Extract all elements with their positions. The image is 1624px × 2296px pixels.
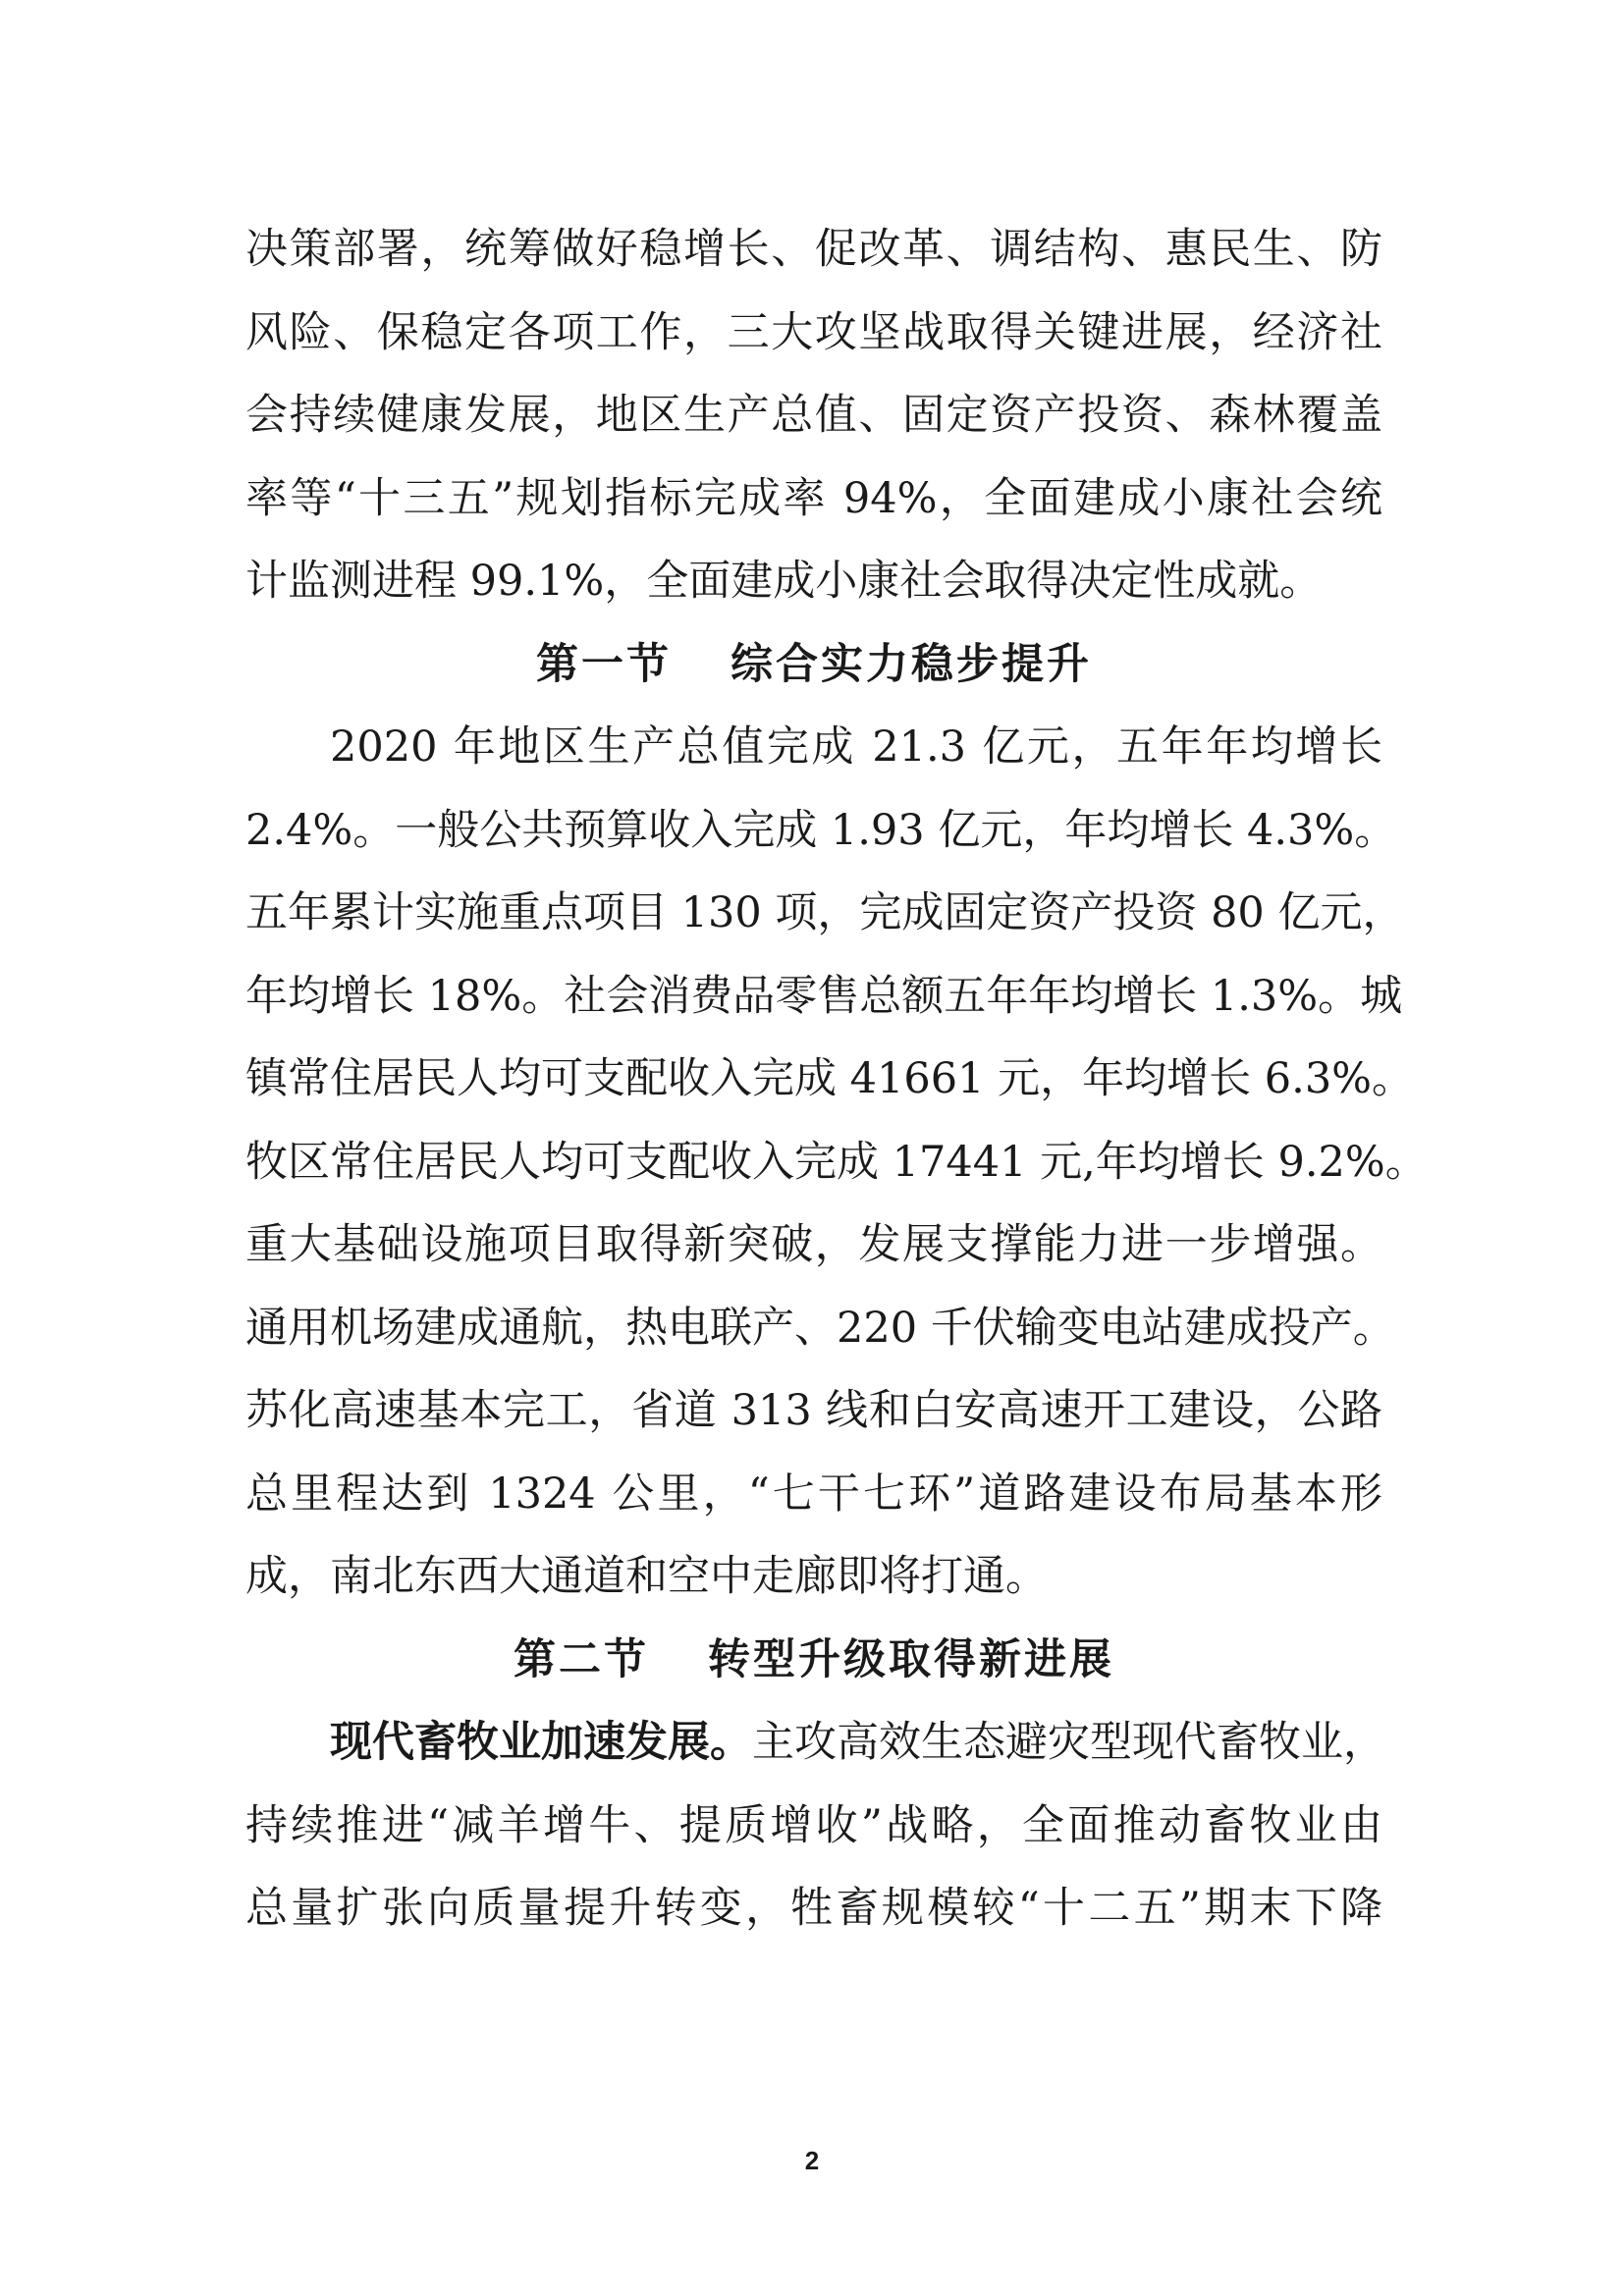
text-line: 通用机场建成通航，热电联产、220 千伏输变电站建成投产。 xyxy=(245,1303,1395,1353)
text-line: 苏化高速基本完工，省道 313 线和白安高速开工建设，公路 xyxy=(245,1386,1382,1435)
section-2-paragraph xyxy=(245,1701,1385,1950)
section-1-heading xyxy=(245,623,1382,707)
section-2-label: 第二节 xyxy=(514,1634,649,1684)
section-1-label: 第一节 xyxy=(536,639,672,689)
text-line: 镇常住居民人均可支配收入完成 41661 元，年均增长 6.3%。 xyxy=(245,1054,1415,1103)
text-line: 2.4%。一般公共预算收入完成 1.93 亿元，年均增长 4.3%。 xyxy=(245,805,1397,855)
text-line: 重大基础设施项目取得新突破，发展支撑能力进一步增强。 xyxy=(245,1220,1382,1269)
section-1-title: 综合实力稳步提升 xyxy=(731,639,1092,689)
text-line: 2020 年地区生产总值完成 21.3 亿元，五年年均增长 xyxy=(330,722,1382,772)
text-line: 会持续健康发展，地区生产总值、固定资产投资、森林覆盖 xyxy=(245,391,1382,440)
text-line: 持续推进“减羊增牛、提质增收”战略，全面推动畜牧业由 xyxy=(245,1800,1382,1850)
text-line: 五年累计实施重点项目 130 项，完成固定资产投资 80 亿元， xyxy=(245,888,1405,937)
text-line: 成，南北东西大通道和空中走廊即将打通。 xyxy=(245,1552,1048,1601)
document-body xyxy=(245,208,1428,1950)
text-line: 风险、保稳定各项工作，三大攻坚战取得关键进展，经济社 xyxy=(245,307,1382,357)
text-line: 率等“十三五”规划指标完成率 94%，全面建成小康社会统 xyxy=(245,473,1382,523)
text-line xyxy=(245,1701,1385,1785)
page-number: 2 xyxy=(804,2146,820,2175)
section-2-title: 转型升级取得新进展 xyxy=(708,1634,1114,1684)
text-line: 计监测进程 99.1%，全面建成小康社会取得决定性成就。 xyxy=(245,557,1323,606)
text-line: 牧区常住居民人均可支配收入完成 17441 元,年均增长 9.2%。 xyxy=(245,1137,1428,1187)
text-line: 年均增长 18%。社会消费品零售总额五年年均增长 1.3%。城 xyxy=(245,971,1403,1021)
bold-lead-phrase: 现代畜牧业加速发展。 xyxy=(330,1718,752,1767)
text-line: 总量扩张向质量提升转变，牲畜规模较“十二五”期末下降 xyxy=(245,1884,1382,1933)
text-line: 总里程达到 1324 公里，“七干七环”道路建设布局基本形 xyxy=(245,1468,1382,1519)
section-2-heading xyxy=(245,1619,1382,1702)
text-line: 决策部署，统筹做好稳增长、促改革、调结构、惠民生、防 xyxy=(245,225,1382,274)
intro-paragraph xyxy=(245,208,1382,623)
section-1-paragraph xyxy=(245,706,1428,1619)
text-run: 主攻高效生态避灾型现代畜牧业， xyxy=(752,1718,1385,1767)
